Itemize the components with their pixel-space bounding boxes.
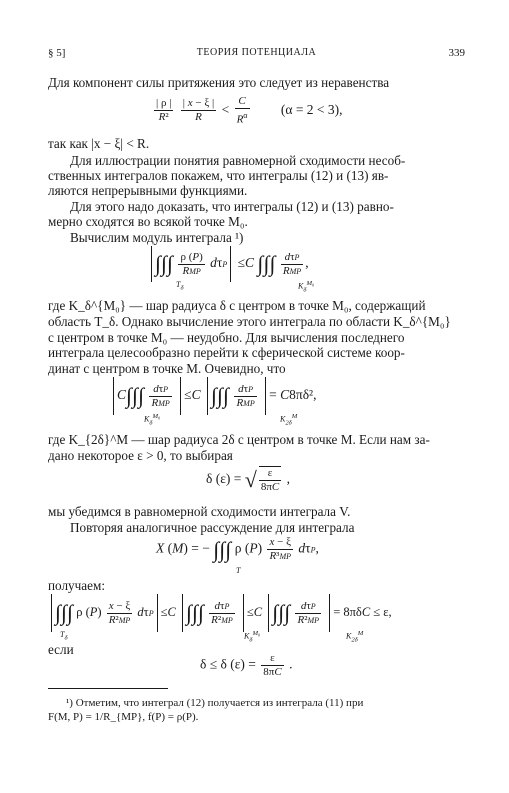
paragraph-line: если — [48, 642, 74, 657]
page-number: 339 — [448, 47, 465, 59]
paragraph-line: ственных интегралов покажем, что интегралы (12) и (13) яв- — [48, 168, 389, 183]
paragraph-line: с центром в точке M₀ — неудобно. Для вычисления последнего — [48, 330, 405, 345]
paragraph-line: так как |x − ξ| < R. — [48, 136, 150, 151]
paragraph-line: мы убедимся в равномерной сходимости интеграла V. — [48, 504, 351, 519]
equation-delta-condition: δ ≤ δ (ε) = $\frac{\varepsilon}{8\pi C}$ . — [200, 652, 293, 678]
paragraph-line: динат с центром в точке M. Очевидно, что — [48, 361, 286, 376]
equation-inequality: $\frac{| \rho |}{\text{R²}}$ $\frac{| x - \xi |}{R}$ < $\frac{C}{R^\alpha}$ (α = 2 < 3), — [156, 95, 343, 126]
section-mark: § 5] — [48, 47, 66, 59]
footnote-line: F(M, P) = 1/R_{MP}, f(P) = ρ(P). — [48, 711, 199, 723]
paragraph-line: область T_δ. Однако вычисление этого интеграла по области K_δ^{M₀} — [48, 314, 451, 329]
equation-delta-choice: δ (ε) = √ $\frac{\varepsilon}{8\pi C}$ , — [206, 467, 290, 493]
paragraph-line: интеграла целесообразно перейти к сферической системе коор- — [48, 345, 405, 360]
footnote-line: ¹) Отметим, что интеграл (12) получается из интеграла (11) при — [66, 697, 364, 709]
footnote-rule — [48, 688, 168, 689]
paragraph-line: где K_δ^{M₀} — шар радиуса δ с центром в точке M₀, содержащий — [48, 298, 426, 313]
paragraph-line: ляются непрерывными функциями. — [48, 183, 248, 198]
running-header — [48, 47, 465, 61]
paragraph-line: Для компонент силы притяжения это следует из неравенства — [48, 75, 390, 90]
paragraph-line: Повторяя аналогичное рассуждение для интеграла — [70, 520, 355, 535]
paragraph-line: мерно сходятся во всякой точке M₀. — [48, 214, 248, 229]
equation-final-estimate: ∫∫∫ ρ (P) $\frac{x - \xi}{\text{R²MP}}$ dτP ≤C ∫∫∫ $\frac{\text{dτP}}{\text{R²MP}}$ ≤C ∫∫∫ $\frac{\text{dτP}}{\text{R²MP}}$ = 8πδC ≤ ε, $T_\delta$ $K_\delta^{M_0}$ $K_{2\delta}^M$ — [48, 594, 392, 640]
equation-x-component: X (M) = − ∫∫∫ ρ (P) $\frac{x - \xi}{\text{R³MP}}$ dτP, T — [156, 536, 319, 575]
paragraph-line: где K_{2δ}^M — шар радиуса 2δ с центром в точке M. Если нам за- — [48, 432, 430, 447]
equation-spherical-bound: C∫∫∫ $\frac{\text{dτP}}{\text{RMP}}$ ≤C ∫∫∫ $\frac{\text{dτP}}{\text{RMP}}$ = C8πδ², $K_\delta^{M_0}$ $K_{2\delta}^M$ — [110, 377, 316, 425]
paragraph-line: Вычислим модуль интеграла ¹) — [70, 230, 244, 245]
paragraph-line: дано некоторое ε > 0, то выбирая — [48, 448, 233, 463]
paragraph-line: Для иллюстрации понятия равномерной сходимости несоб- — [70, 153, 406, 168]
equation-modulus-estimate: ∫∫∫ $\frac{\rho (P)}{\text{RMP}}$ dτP ≤C ∫∫∫ $\frac{\text{dτP}}{\text{RMP}}$ , $T_\delta$ $K_\delta^{M_0}$ — [148, 246, 309, 290]
running-title: ТЕОРИЯ ПОТЕНЦИАЛА — [196, 47, 317, 58]
paragraph-line: получаем: — [48, 578, 105, 593]
paragraph-line: Для этого надо доказать, что интегралы (12) и (13) равно- — [70, 199, 394, 214]
